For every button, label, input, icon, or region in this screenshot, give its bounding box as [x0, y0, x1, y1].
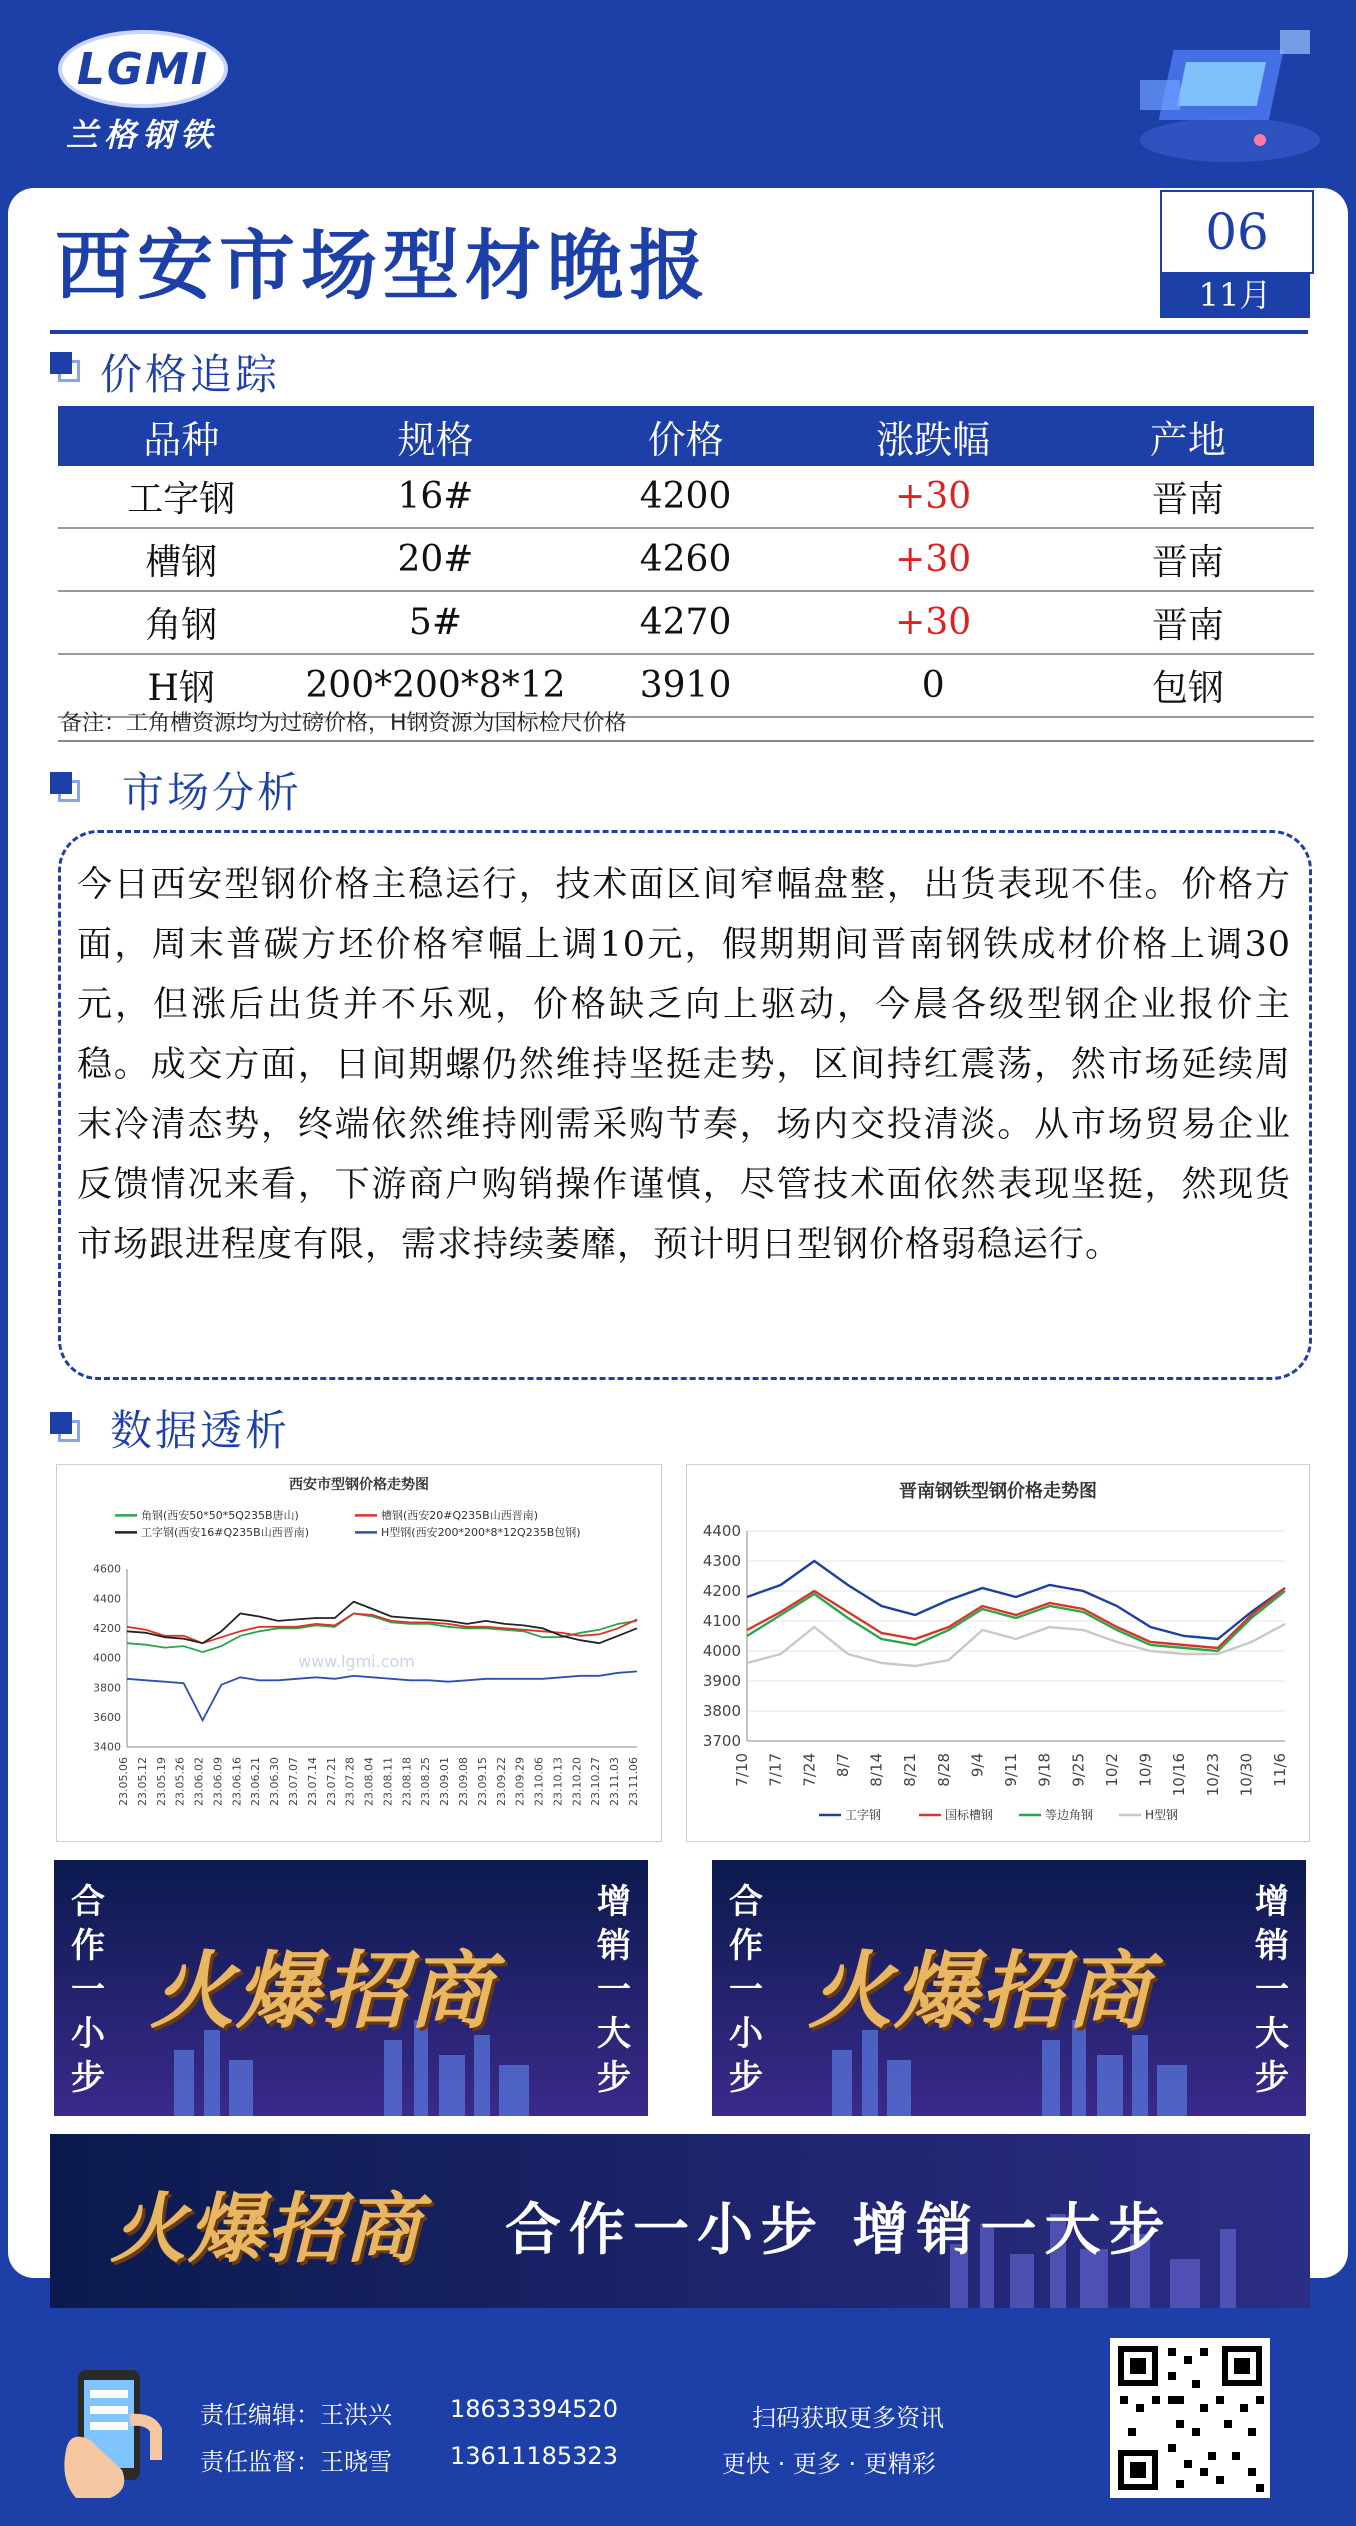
- cell-change: +30: [805, 466, 1062, 528]
- banner-side-char: 增: [597, 1882, 631, 1922]
- qr-caption-2: 更快 · 更多 · 更精彩: [722, 2450, 936, 2478]
- y-tick-label: 4000: [702, 1642, 741, 1660]
- price-table-header: [58, 406, 1314, 466]
- y-tick-label: 3800: [702, 1702, 741, 1720]
- price-note: 备注：工角槽资源均为过磅价格，H钢资源为国标检尺价格: [60, 711, 627, 736]
- y-tick-label: 4100: [702, 1612, 741, 1630]
- banner-slogan: 合作一小步 增销一大步: [505, 2198, 1173, 2263]
- cell-origin: 晋南: [1062, 466, 1314, 528]
- promo-banner-right[interactable]: [712, 1860, 1306, 2116]
- cell-product: 槽钢: [58, 528, 304, 591]
- chart-title: 西安市型钢价格走势图: [289, 1477, 429, 1493]
- supervisor-label: 责任监督：王晓雪: [200, 2448, 392, 2476]
- banner-side-char: 步: [1255, 2058, 1289, 2098]
- x-tick-label: 23.06.21: [249, 1757, 263, 1806]
- cell-product: 工字钢: [58, 466, 304, 528]
- x-tick-label: 23.10.06: [532, 1757, 546, 1806]
- x-tick-label: 23.08.04: [362, 1757, 376, 1806]
- cell-price: 3910: [567, 654, 805, 717]
- x-tick-label: 7/10: [733, 1753, 751, 1787]
- x-tick-label: 23.09.01: [438, 1757, 452, 1806]
- x-tick-label: 9/25: [1069, 1753, 1088, 1787]
- x-tick-label: 23.07.07: [287, 1757, 300, 1806]
- x-tick-label: 23.09.29: [513, 1757, 527, 1806]
- x-tick-label: 8/28: [934, 1753, 953, 1787]
- y-tick-label: 3800: [93, 1681, 121, 1695]
- report-title: 西安市场型材晚报: [55, 221, 711, 310]
- banner-side-char: 小: [71, 2014, 105, 2054]
- price-table: [58, 406, 1314, 718]
- x-tick-label: 23.06.16: [230, 1757, 244, 1806]
- banner-big-text: 火爆招商: [110, 2184, 422, 2273]
- cell-change: +30: [805, 528, 1062, 591]
- x-tick-label: 23.07.28: [343, 1757, 357, 1806]
- x-tick-label: 10/30: [1237, 1753, 1256, 1797]
- col-header: 产地: [1062, 406, 1314, 466]
- x-tick-label: 23.05.26: [173, 1757, 187, 1806]
- table-row: [58, 466, 1314, 528]
- x-tick-label: 8/14: [867, 1753, 886, 1787]
- legend-label: 槽钢(西安20#Q235B山西晋南): [381, 1509, 538, 1522]
- banner-side-char: 步: [729, 2058, 763, 2098]
- promo-banner-left[interactable]: [54, 1860, 648, 2116]
- chart-xian-svg: [57, 1465, 661, 1841]
- y-tick-label: 3600: [93, 1711, 121, 1724]
- banner-side-char: 一: [71, 1970, 105, 2010]
- cell-spec: 200*200*8*12: [304, 654, 566, 717]
- cell-price: 4260: [567, 528, 805, 591]
- x-tick-label: 10/9: [1136, 1753, 1155, 1787]
- y-tick-label: 3700: [702, 1732, 741, 1750]
- x-tick-label: 8/21: [901, 1753, 920, 1787]
- col-header: 涨跌幅: [805, 406, 1062, 466]
- x-tick-label: 23.09.08: [457, 1757, 470, 1806]
- x-tick-label: 7/24: [800, 1753, 819, 1787]
- banner-side-char: 大: [597, 2014, 631, 2054]
- data-section-title: 数据透析: [110, 1406, 291, 1455]
- banner-side-char: 大: [1255, 2014, 1289, 2054]
- cell-origin: 包钢: [1062, 654, 1314, 717]
- hand-phone-icon: [60, 2360, 180, 2500]
- y-tick-label: 3900: [702, 1672, 741, 1690]
- legend-label: 工字钢: [845, 1808, 882, 1822]
- col-header: 品种: [58, 406, 304, 466]
- x-tick-label: 23.08.11: [381, 1757, 395, 1806]
- banner-side-char: 作: [71, 1926, 105, 1966]
- editor-phone: 18633394520: [450, 2395, 618, 2423]
- cell-price: 4270: [567, 591, 805, 654]
- x-tick-label: 23.08.18: [400, 1757, 414, 1806]
- qr-caption-1: 扫码获取更多资讯: [752, 2404, 944, 2432]
- x-tick-label: 23.10.13: [551, 1757, 565, 1806]
- legend-label: 工字钢(西安16#Q235B山西晋南): [141, 1526, 309, 1539]
- cell-origin: 晋南: [1062, 528, 1314, 591]
- analysis-section-title: 市场分析: [122, 768, 303, 817]
- chart-title: 晋南钢铁型钢价格走势图: [899, 1481, 1097, 1502]
- x-tick-label: 23.06.09: [211, 1757, 225, 1806]
- banner-side-char: 作: [729, 1926, 763, 1966]
- legend-label: 等边角钢: [1045, 1808, 1094, 1822]
- table-row: [58, 528, 1314, 591]
- x-tick-label: 23.10.20: [570, 1757, 584, 1806]
- chart-xian: [56, 1464, 662, 1842]
- x-tick-label: 9/4: [968, 1753, 987, 1778]
- x-tick-label: 23.05.19: [154, 1757, 168, 1806]
- x-tick-label: 23.10.27: [589, 1757, 603, 1806]
- legend-label: 角钢(西安50*50*5Q235B唐山): [141, 1509, 299, 1522]
- logo-text: LGMI: [76, 43, 210, 95]
- banner-side-char: 销: [1255, 1926, 1289, 1966]
- cell-spec: 20#: [304, 528, 566, 591]
- section-square-icon: [50, 352, 80, 382]
- analysis-text: 今日西安型钢价格主稳运行，技术面区间窄幅盘整，出货表现不佳。价格方面，周末普碳方坯价格窄幅上调10元，假期期间晋南钢铁成材价格上调30元，但涨后出货并不乐观，价格缺乏向上驱动，今晨各级型钢企业报价主稳。成交方面，日间期螺仍然维持坚挺走势，区间持红震荡，然市场延续周末冷清态势，终端依然维持刚需采购节奏，场内交投清淡。从市场贸易企业反馈情况来看，下游商户购销操作谨慎，尽管技术面依然表现坚挺，然现货市场跟进程度有限，需求持续萎靡，预计明日型钢价格弱稳运行。: [77, 865, 1291, 1265]
- brand-name: 兰格钢铁: [66, 116, 219, 154]
- cell-price: 4200: [567, 466, 805, 528]
- banner-side-char: 一: [729, 1970, 763, 2010]
- price-section-title: 价格追踪: [100, 350, 281, 399]
- section-square-icon: [50, 1412, 80, 1442]
- cell-change: +30: [805, 591, 1062, 654]
- x-tick-label: 7/17: [766, 1753, 785, 1787]
- x-tick-label: 10/2: [1102, 1753, 1121, 1787]
- lgmi-logo: [58, 30, 228, 108]
- banner-side-char: 合: [729, 1882, 763, 1922]
- col-header: 价格: [567, 406, 805, 466]
- chart-watermark: www.lgmi.com: [298, 1651, 415, 1671]
- table-row: [58, 591, 1314, 654]
- cell-spec: 16#: [304, 466, 566, 528]
- col-header: 规格: [304, 406, 566, 466]
- chart-jinnan-svg: [687, 1465, 1309, 1841]
- legend-label: H型钢(西安200*200*8*12Q235B包钢): [381, 1526, 581, 1539]
- section-square-icon: [50, 772, 80, 802]
- banner-big-text: 火爆招商: [808, 1942, 1153, 2040]
- y-tick-label: 4000: [93, 1651, 121, 1665]
- series-line: [747, 1624, 1285, 1666]
- date-month: 11月: [1160, 272, 1310, 318]
- x-tick-label: 23.07.14: [305, 1757, 319, 1806]
- x-tick-label: 23.06.30: [268, 1757, 282, 1806]
- analysis-box: [58, 830, 1312, 1380]
- x-tick-label: 9/18: [1035, 1753, 1054, 1787]
- banner-side-char: 合: [71, 1882, 105, 1922]
- series-line: [127, 1614, 637, 1644]
- x-tick-label: 10/23: [1203, 1753, 1222, 1797]
- banner-side-char: 一: [1255, 1970, 1289, 2010]
- x-tick-label: 23.11.06: [627, 1757, 640, 1806]
- x-tick-label: 23.09.22: [494, 1757, 508, 1806]
- banner-side-char: 步: [71, 2058, 105, 2098]
- legend-label: H型钢: [1145, 1808, 1179, 1822]
- x-tick-label: 11/6: [1271, 1753, 1289, 1787]
- chart-jinnan: [686, 1464, 1310, 1842]
- editor-label: 责任编辑：王洪兴: [200, 2401, 392, 2429]
- y-tick-label: 4400: [93, 1592, 121, 1606]
- x-tick-label: 23.05.06: [117, 1757, 130, 1806]
- y-tick-label: 4200: [93, 1622, 121, 1635]
- x-tick-label: 9/11: [1002, 1753, 1020, 1787]
- banner-side-char: 小: [729, 2014, 763, 2054]
- banner-side-char: 销: [597, 1926, 631, 1966]
- cell-product: H钢: [58, 654, 304, 717]
- supervisor-phone: 13611185323: [450, 2442, 618, 2470]
- y-tick-label: 3400: [93, 1740, 121, 1754]
- x-tick-label: 23.09.15: [475, 1757, 489, 1806]
- y-tick-label: 4400: [702, 1522, 741, 1540]
- legend-label: 国标槽钢: [945, 1808, 994, 1822]
- promo-banner-wide[interactable]: [50, 2134, 1310, 2308]
- x-tick-label: 23.08.25: [419, 1757, 433, 1806]
- cell-origin: 晋南: [1062, 591, 1314, 654]
- banner-side-char: 一: [597, 1970, 631, 2010]
- x-tick-label: 8/7: [833, 1753, 852, 1778]
- x-tick-label: 23.05.12: [135, 1757, 149, 1806]
- tech-illustration-icon: [1110, 20, 1330, 170]
- cell-product: 角钢: [58, 591, 304, 654]
- x-tick-label: 23.07.21: [324, 1757, 338, 1806]
- banner-side-char: 步: [597, 2058, 631, 2098]
- y-tick-label: 4600: [93, 1562, 121, 1576]
- x-tick-label: 23.11.03: [608, 1757, 622, 1806]
- banner-side-char: 增: [1255, 1882, 1289, 1922]
- note-divider: [58, 740, 1314, 742]
- banner-big-text: 火爆招商: [150, 1942, 495, 2040]
- title-divider: [50, 330, 1308, 334]
- qr-code-icon[interactable]: [1110, 2338, 1270, 2498]
- y-tick-label: 4200: [702, 1582, 741, 1600]
- x-tick-label: 10/16: [1170, 1753, 1189, 1797]
- cell-spec: 5#: [304, 591, 566, 654]
- y-tick-label: 4300: [702, 1552, 741, 1570]
- series-line: [127, 1671, 637, 1720]
- cell-change: 0: [805, 654, 1062, 717]
- x-tick-label: 23.06.02: [192, 1757, 206, 1806]
- date-day: 06: [1160, 190, 1314, 274]
